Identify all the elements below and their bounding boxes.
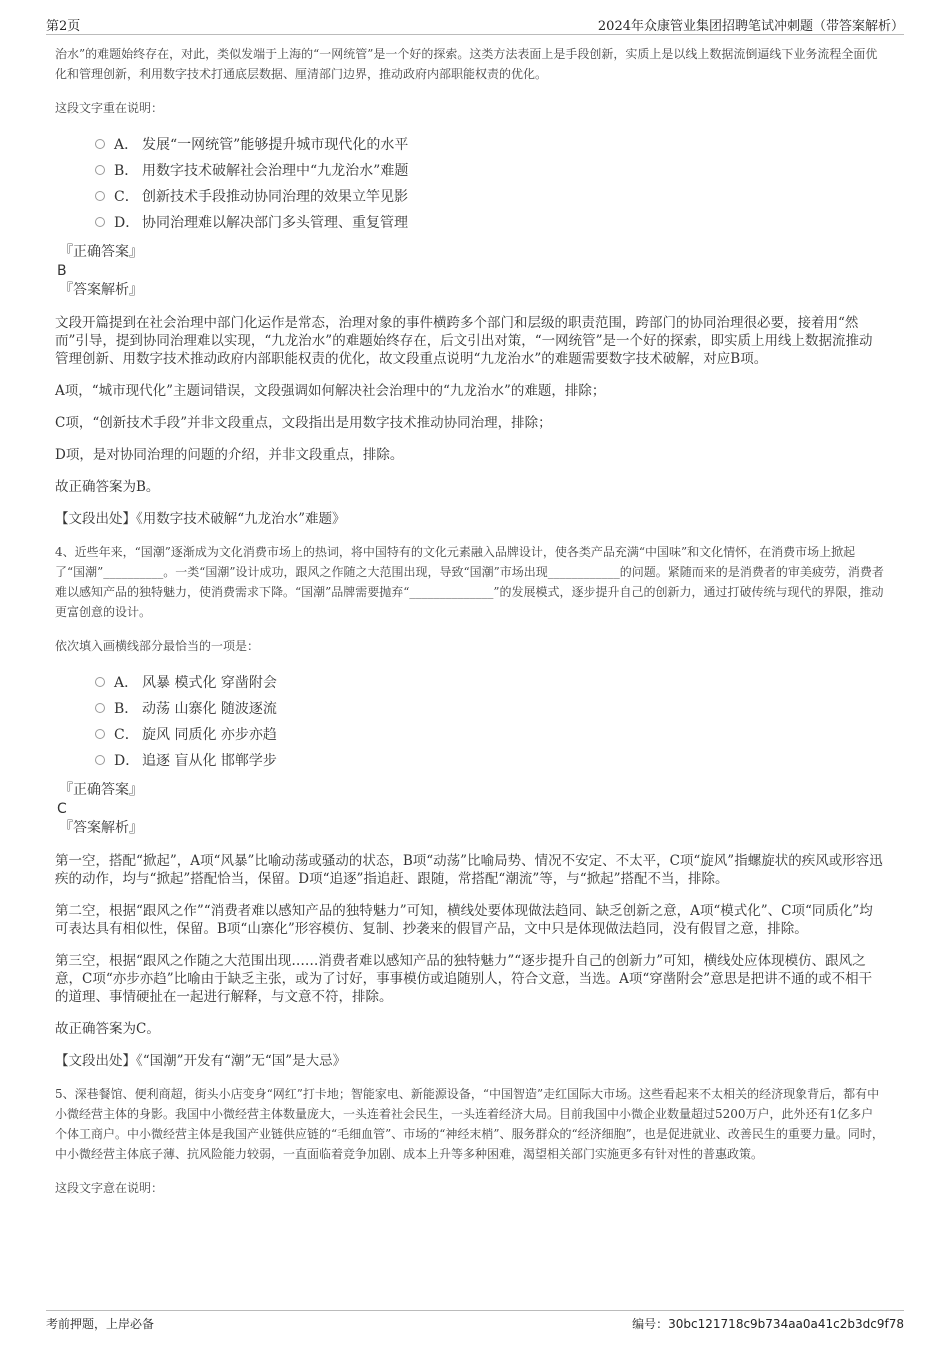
radio-icon[interactable] [95, 755, 105, 765]
page-header [46, 12, 904, 35]
question-prompt: 这段文字重在说明： [55, 101, 164, 115]
page-footer [46, 1310, 904, 1335]
question-stem: 5、深巷餐馆、便利商超，街头小店变身“网红”打卡地；智能家电、新能源设备，“中国智造”走红国际大市场。这些看起来不太相关的经济现象背后，都有中小微经营主体的身影。我国中小微经营主体数量庞大，一头连着社会民生，一头连着经济大局。目前我国中小微企业数量超过5200万户，此外还有1亿多户个体工商户。中小微经营主体是我国产业链供应链的“毛细血管”、市场的“神经末梢”、服务群众的“经济细胞”，也是促进就业、改善民生的重要力量。同时，中小微经营主体底子薄、抗风险能力较弱，一直面临着竞争加剧、成本上升等多种困难，渴望相关部门实施更多有针对性的普惠政策。 [55, 1087, 884, 1161]
analysis-paragraph: C项，“创新技术手段”并非文段重点，文段指出是用数字技术推动协同治理，排除； [55, 415, 552, 431]
analysis-paragraph: 文段开篇提到在社会治理中部门化运作是常态，治理对象的事件横跨多个部门和层级的职责范围，跨部门的协同治理很必要，接着用“然而”引导，提到协同治理难以实现，“九龙治水”的难题始终存在，后文引出对策，“一网统管”是一个好的探索，即实质上用线上数据流推动管理创新、用数字技术推动政府内部职能权责的优化，故文段重点说明“九龙治水”的难题需要数字技术破解，对应B项。 [55, 315, 873, 367]
code-value: 30bc121718c9b734aa0a41c2b3dc9f78 [668, 1317, 904, 1331]
radio-icon[interactable] [95, 677, 105, 687]
footer-note: 考前押题，上岸必备 [46, 1317, 155, 1331]
radio-icon[interactable] [95, 703, 105, 713]
option-a[interactable]: A． 风暴 模式化 穿凿附会 [95, 670, 884, 696]
analysis-label: 『答案解析』 [59, 820, 143, 836]
radio-icon[interactable] [95, 729, 105, 739]
code-label: 编号： [632, 1317, 669, 1331]
document-body [55, 44, 884, 1212]
radio-icon[interactable] [95, 191, 105, 201]
correct-answer: C [57, 801, 67, 817]
analysis-paragraph: 故正确答案为B。 [55, 479, 160, 495]
page-number: 第2页 [46, 19, 81, 34]
analysis-paragraph: 第一空，搭配“掀起”，A项“风暴”比喻动荡或骚动的状态，B项“动荡”比喻局势、情况不安定、不太平，C项“旋风”指螺旋状的疾风或形容迅疾的动作，均与“掀起”搭配恰当，保留。D项“追逐”指追赶、跟随，常搭配“潮流”等，与“掀起”搭配不当，排除。 [55, 853, 883, 887]
option-c[interactable]: C． 旋风 同质化 亦步亦趋 [95, 722, 884, 748]
radio-icon[interactable] [95, 139, 105, 149]
option-list [95, 670, 884, 774]
text-source: 【文段出处】《用数字技术破解“九龙治水”难题》 [55, 511, 346, 527]
option-list [95, 132, 884, 236]
analysis-paragraph: D项，是对协同治理的问题的介绍，并非文段重点，排除。 [55, 447, 404, 463]
answer-analysis [55, 852, 884, 1038]
document-code [632, 1315, 904, 1332]
option-a[interactable]: A． 发展“一网统管”能够提升城市现代化的水平 [95, 132, 884, 158]
question-prompt: 这段文字意在说明： [55, 1181, 164, 1195]
text-source: 【文段出处】《“国潮”开发有“潮”无“国”是大忌》 [55, 1053, 347, 1069]
question-4 [55, 542, 884, 1070]
option-b[interactable]: B． 用数字技术破解社会治理中“九龙治水”难题 [95, 158, 884, 184]
option-d[interactable]: D． 协同治理难以解决部门多头管理、重复管理 [95, 210, 884, 236]
analysis-label: 『答案解析』 [59, 282, 143, 298]
document-title: 2024年众康管业集团招聘笔试冲刺题（带答案解析） [597, 19, 904, 34]
radio-icon[interactable] [95, 217, 105, 227]
question-stem: 治水”的难题始终存在，对此，类似发端于上海的“一网统管”是一个好的探索。这类方法表面上是手段创新，实质上是以线上数据流倒逼线下业务流程全面优化和管理创新，利用数字技术打通底层数据、厘清部门边界，推动政府内部职能权责的优化。 [55, 47, 878, 81]
answer-analysis [55, 314, 884, 496]
correct-answer: B [57, 263, 67, 279]
analysis-paragraph: 故正确答案为C。 [55, 1021, 160, 1037]
option-c[interactable]: C． 创新技术手段推动协同治理的效果立竿见影 [95, 184, 884, 210]
question-prompt: 依次填入画横线部分最恰当的一项是： [55, 639, 260, 653]
question-stem: 4、近些年来，“国潮”逐渐成为文化消费市场上的热词，将中国特有的文化元素融入品牌设计，使各类产品充满“中国味”和文化情怀，在消费市场上掀起了“国潮”__________。一类“国潮”设计成功，跟风之作随之大范围出现，导致“国潮”市场出现____________的问题。紧随而来的是消费者的审美疲劳，消费者难以感知产品的独特魅力，使消费需求下降。“国潮”品牌需要抛弃“______________”的发展模式，逐步提升自己的创新力，通过打破传统与现代的界限，推动更富创意的设计。 [55, 545, 884, 619]
answer-label: 『正确答案』 [59, 244, 143, 260]
analysis-paragraph: A项，“城市现代化”主题词错误，文段强调如何解决社会治理中的“九龙治水”的难题，排除； [55, 383, 606, 399]
option-d[interactable]: D． 追逐 盲从化 邯郸学步 [95, 748, 884, 774]
question-3 [55, 44, 884, 528]
analysis-paragraph: 第三空，根据“跟风之作随之大范围出现……消费者难以感知产品的独特魅力”“逐步提升自己的创新力”可知，横线处应体现模仿、跟风之意，C项“亦步亦趋”比喻由于缺乏主张，或为了讨好，事事模仿或追随别人，符合文意，当选。A项“穿凿附会”意思是把讲不通的或不相干的道理、事情硬扯在一起进行解释，与文意不符，排除。 [55, 953, 873, 1005]
analysis-paragraph: 第二空，根据“跟风之作”“消费者难以感知产品的独特魅力”可知，横线处要体现做法趋同、缺乏创新之意，A项“模式化”、C项“同质化”均可表达具有相似性，保留。B项“山寨化”形容模仿、复制、抄袭来的假冒产品，文中只是体现做法趋同，没有假冒之意，排除。 [55, 903, 873, 937]
radio-icon[interactable] [95, 165, 105, 175]
question-5 [55, 1084, 884, 1198]
answer-label: 『正确答案』 [59, 782, 143, 798]
option-b[interactable]: B． 动荡 山寨化 随波逐流 [95, 696, 884, 722]
